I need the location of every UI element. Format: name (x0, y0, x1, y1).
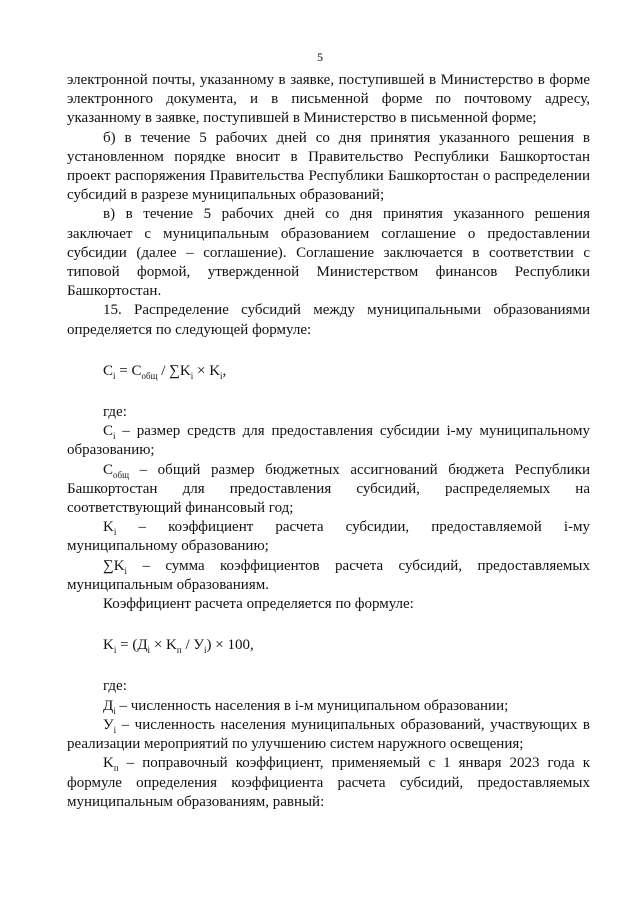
formula-part: ) × 100, (206, 637, 254, 654)
definition-subscript: i (113, 724, 117, 735)
definition-di (67, 697, 590, 716)
definition-text: – общий размер бюджетных ассигнований бюджета Республики Башкортостан для предоставления субсидий, распределяемых на соответствующий финансовый год; (67, 461, 590, 517)
formula-part: = (Д (116, 637, 148, 654)
definition-symbol: C (103, 423, 114, 440)
formula-subscript: i (203, 645, 207, 656)
paragraph-15: 15. Распределение субсидий между муниципальными образованиями определяется по следующей формуле: (67, 302, 590, 338)
definition-symbol: Д (103, 697, 114, 714)
definition-subscript: i (113, 527, 117, 538)
definition-text: – поправочный коэффициент, применяемый с 1 января 2023 года к формуле определения коэффициента расчета субсидий, предоставляемых муниципальным образованиям, равный: (67, 755, 590, 810)
definition-subscript: i (113, 705, 116, 716)
formula-coefficient (103, 636, 590, 655)
definition-symbol: C (103, 461, 114, 478)
formula-symbol: K (103, 637, 114, 654)
paragraph-email-continuation: электронной почты, указанному в заявке, поступившей в Министерство в форме электронного документа, и в письменной форме по почтовому адресу, указанному в заявке, поступившей в Министерство в письменной форме; (67, 72, 590, 127)
formula-part: , (222, 362, 227, 379)
document-body (67, 71, 590, 812)
definition-sum-ki (67, 557, 590, 595)
formula-subscript: i (113, 370, 116, 381)
formula-subscript: i (147, 645, 151, 656)
definition-ui (67, 716, 590, 754)
formula-subscript: п (176, 645, 182, 656)
paragraph-v: в) в течение 5 рабочих дней со дня принятия указанного решения заключает с муниципальным образованием соглашение о предоставлении субсидии (далее – соглашение). Соглашение заключается в соответствии с типовой формой, утвержденной Министерством финансов Республики Башкортостан. (67, 206, 590, 300)
formula-part: / ∑K (157, 362, 191, 379)
definition-subscript: п (113, 763, 119, 774)
where-label: где: (103, 404, 127, 421)
formula-symbol: C (103, 362, 114, 379)
definition-ki (67, 518, 590, 556)
definition-text: – численность населения в i-м муниципальном образовании; (115, 697, 509, 714)
definition-kp (67, 754, 590, 812)
definition-symbol: K (103, 755, 114, 772)
definition-subscript: общ (113, 469, 130, 480)
definition-symbol: ∑K (103, 557, 125, 574)
coefficient-intro: Коэффициент расчета определяется по формуле: (103, 596, 414, 613)
formula-subsidy (103, 362, 590, 381)
formula-subscript: i (113, 645, 117, 656)
definition-symbol: У (103, 716, 114, 733)
definition-text: – численность населения муниципальных образований, участвующих в реализации мероприятий по улучшению систем наружного освещения; (67, 716, 590, 753)
definition-text: – сумма коэффициентов расчета субсидий, предоставляемых муниципальным образованиям. (67, 557, 590, 593)
formula-part: × K (193, 362, 221, 379)
definition-text: – коэффициент расчета субсидии, предоставляемой i-му муниципальному образованию; (67, 519, 590, 555)
definition-subscript: i (113, 431, 116, 442)
formula-part: × K (150, 637, 177, 654)
paragraph-b: б) в течение 5 рабочих дней со дня принятия указанного решения в установленном порядке вносит в Правительство Республики Башкортостан проект распоряжения Правительства Республики Башкортостан о распределении субсидий в разрезе муниципальных образований; (67, 129, 590, 204)
where-label-2: где: (103, 678, 127, 695)
formula-subscript: i (190, 370, 194, 381)
formula-part: = C (115, 362, 142, 379)
definition-symbol: K (103, 519, 114, 536)
page-number: 5 (317, 50, 323, 64)
definition-ci (67, 422, 590, 460)
formula-subscript: i (220, 370, 223, 381)
definition-text: – размер средств для предоставления субсидии i-му муниципальному образованию; (67, 423, 590, 459)
definition-cobsh (67, 461, 590, 519)
definition-subscript: i (124, 565, 128, 576)
formula-part: / У (181, 637, 204, 654)
formula-subscript: общ (141, 370, 158, 381)
